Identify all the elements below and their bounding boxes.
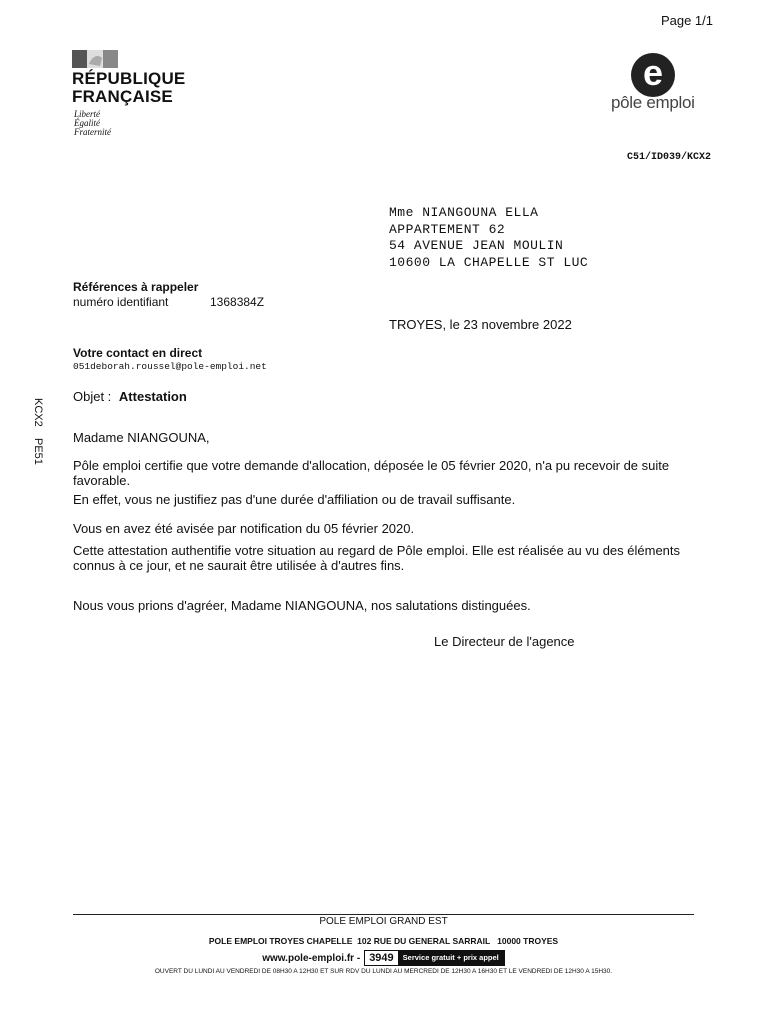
recipient-address (389, 205, 588, 271)
references-block (73, 280, 265, 309)
footer-region: POLE EMPLOI GRAND EST (319, 916, 448, 927)
pole-emploi-logo-text: pôle emploi (611, 93, 695, 112)
republic-motto (74, 110, 111, 137)
rf-title-line1: RÉPUBLIQUE (72, 69, 186, 88)
address-line: APPARTEMENT 62 (389, 221, 506, 237)
motto-egalite: Égalité (74, 118, 100, 128)
reference-label: numéro identifiant (73, 295, 169, 309)
pole-emploi-e-glyph: e (642, 52, 664, 93)
side-code-kcx2: KCX2 (32, 398, 44, 427)
signature-title: Le Directeur de l'agence (434, 634, 575, 649)
address-line: 10600 LA CHAPELLE ST LUC (389, 254, 589, 270)
footer-website-link[interactable]: www.pole-emploi.fr - (262, 952, 361, 964)
object-value: Attestation (118, 389, 187, 404)
object-line (73, 389, 187, 404)
page-number: Page 1/1 (660, 13, 713, 28)
reference-row (73, 295, 265, 309)
rf-title-line2: FRANÇAISE (72, 87, 173, 106)
contact-block (73, 346, 267, 372)
reference-value: 1368384Z (210, 295, 265, 309)
salutation: Madame NIANGOUNA, (73, 430, 210, 445)
footer-agency-address: POLE EMPLOI TROYES CHAPELLE 102 RUE DU GENERAL SARRAIL 10000 TROYES (208, 936, 559, 946)
footer-contact-row (73, 950, 694, 966)
footer-phone-badge (364, 950, 505, 966)
letter-paragraph: Cette attestation authentifie votre situation au regard de Pôle emploi. Elle est réalisée au vu des éléments connus à ce jour, et ne saurait être utilisée à d'autres fins. (73, 543, 681, 573)
footer-phone-number: 3949 (369, 952, 394, 964)
republique-francaise-title (72, 70, 185, 106)
place-date: TROYES, le 23 novembre 2022 (389, 317, 572, 332)
references-title: Références à rappeler (73, 280, 199, 294)
pole-emploi-logo (606, 45, 706, 120)
footer (73, 915, 694, 975)
closing-formula: Nous vous prions d'agréer, Madame NIANGOUNA, nos salutations distinguées. (73, 598, 531, 613)
motto-liberte: Liberté (74, 109, 100, 119)
contact-title: Votre contact en direct (73, 346, 203, 360)
letter-paragraph: Pôle emploi certifie que votre demande d'allocation, déposée le 05 février 2020, n'a pu recevoir de suite favorable. (73, 458, 670, 488)
side-code-pe51: PE51 (32, 438, 44, 465)
address-line: Mme NIANGOUNA ELLA (389, 205, 539, 220)
motto-fraternite: Fraternité (74, 127, 111, 137)
letter-paragraph: Vous en avez été avisée par notification du 05 février 2020. (73, 521, 415, 536)
republique-francaise-logo (72, 50, 186, 145)
footer-opening-hours: OUVERT DU LUNDI AU VENDREDI DE 08H30 A 12H30 ET SUR RDV DU LUNDI AU MERCREDI DE 12H30 A 16H30 ET LE VENDREDI DE 12H30 A 15H30. (154, 968, 613, 975)
contact-email: 051deborah.roussel@pole-emploi.net (73, 361, 267, 372)
marianne-flag-icon (72, 50, 118, 68)
address-line: 54 AVENUE JEAN MOULIN (389, 238, 564, 253)
letter-paragraph: En effet, vous ne justifiez pas d'une durée d'affiliation ou de travail suffisante. (73, 492, 516, 507)
footer-phone-note: Service gratuit + prix appel (398, 951, 504, 965)
side-codes (30, 398, 50, 488)
object-label: Objet : (73, 389, 112, 404)
document-code: C51/ID039/KCX2 (626, 152, 711, 163)
